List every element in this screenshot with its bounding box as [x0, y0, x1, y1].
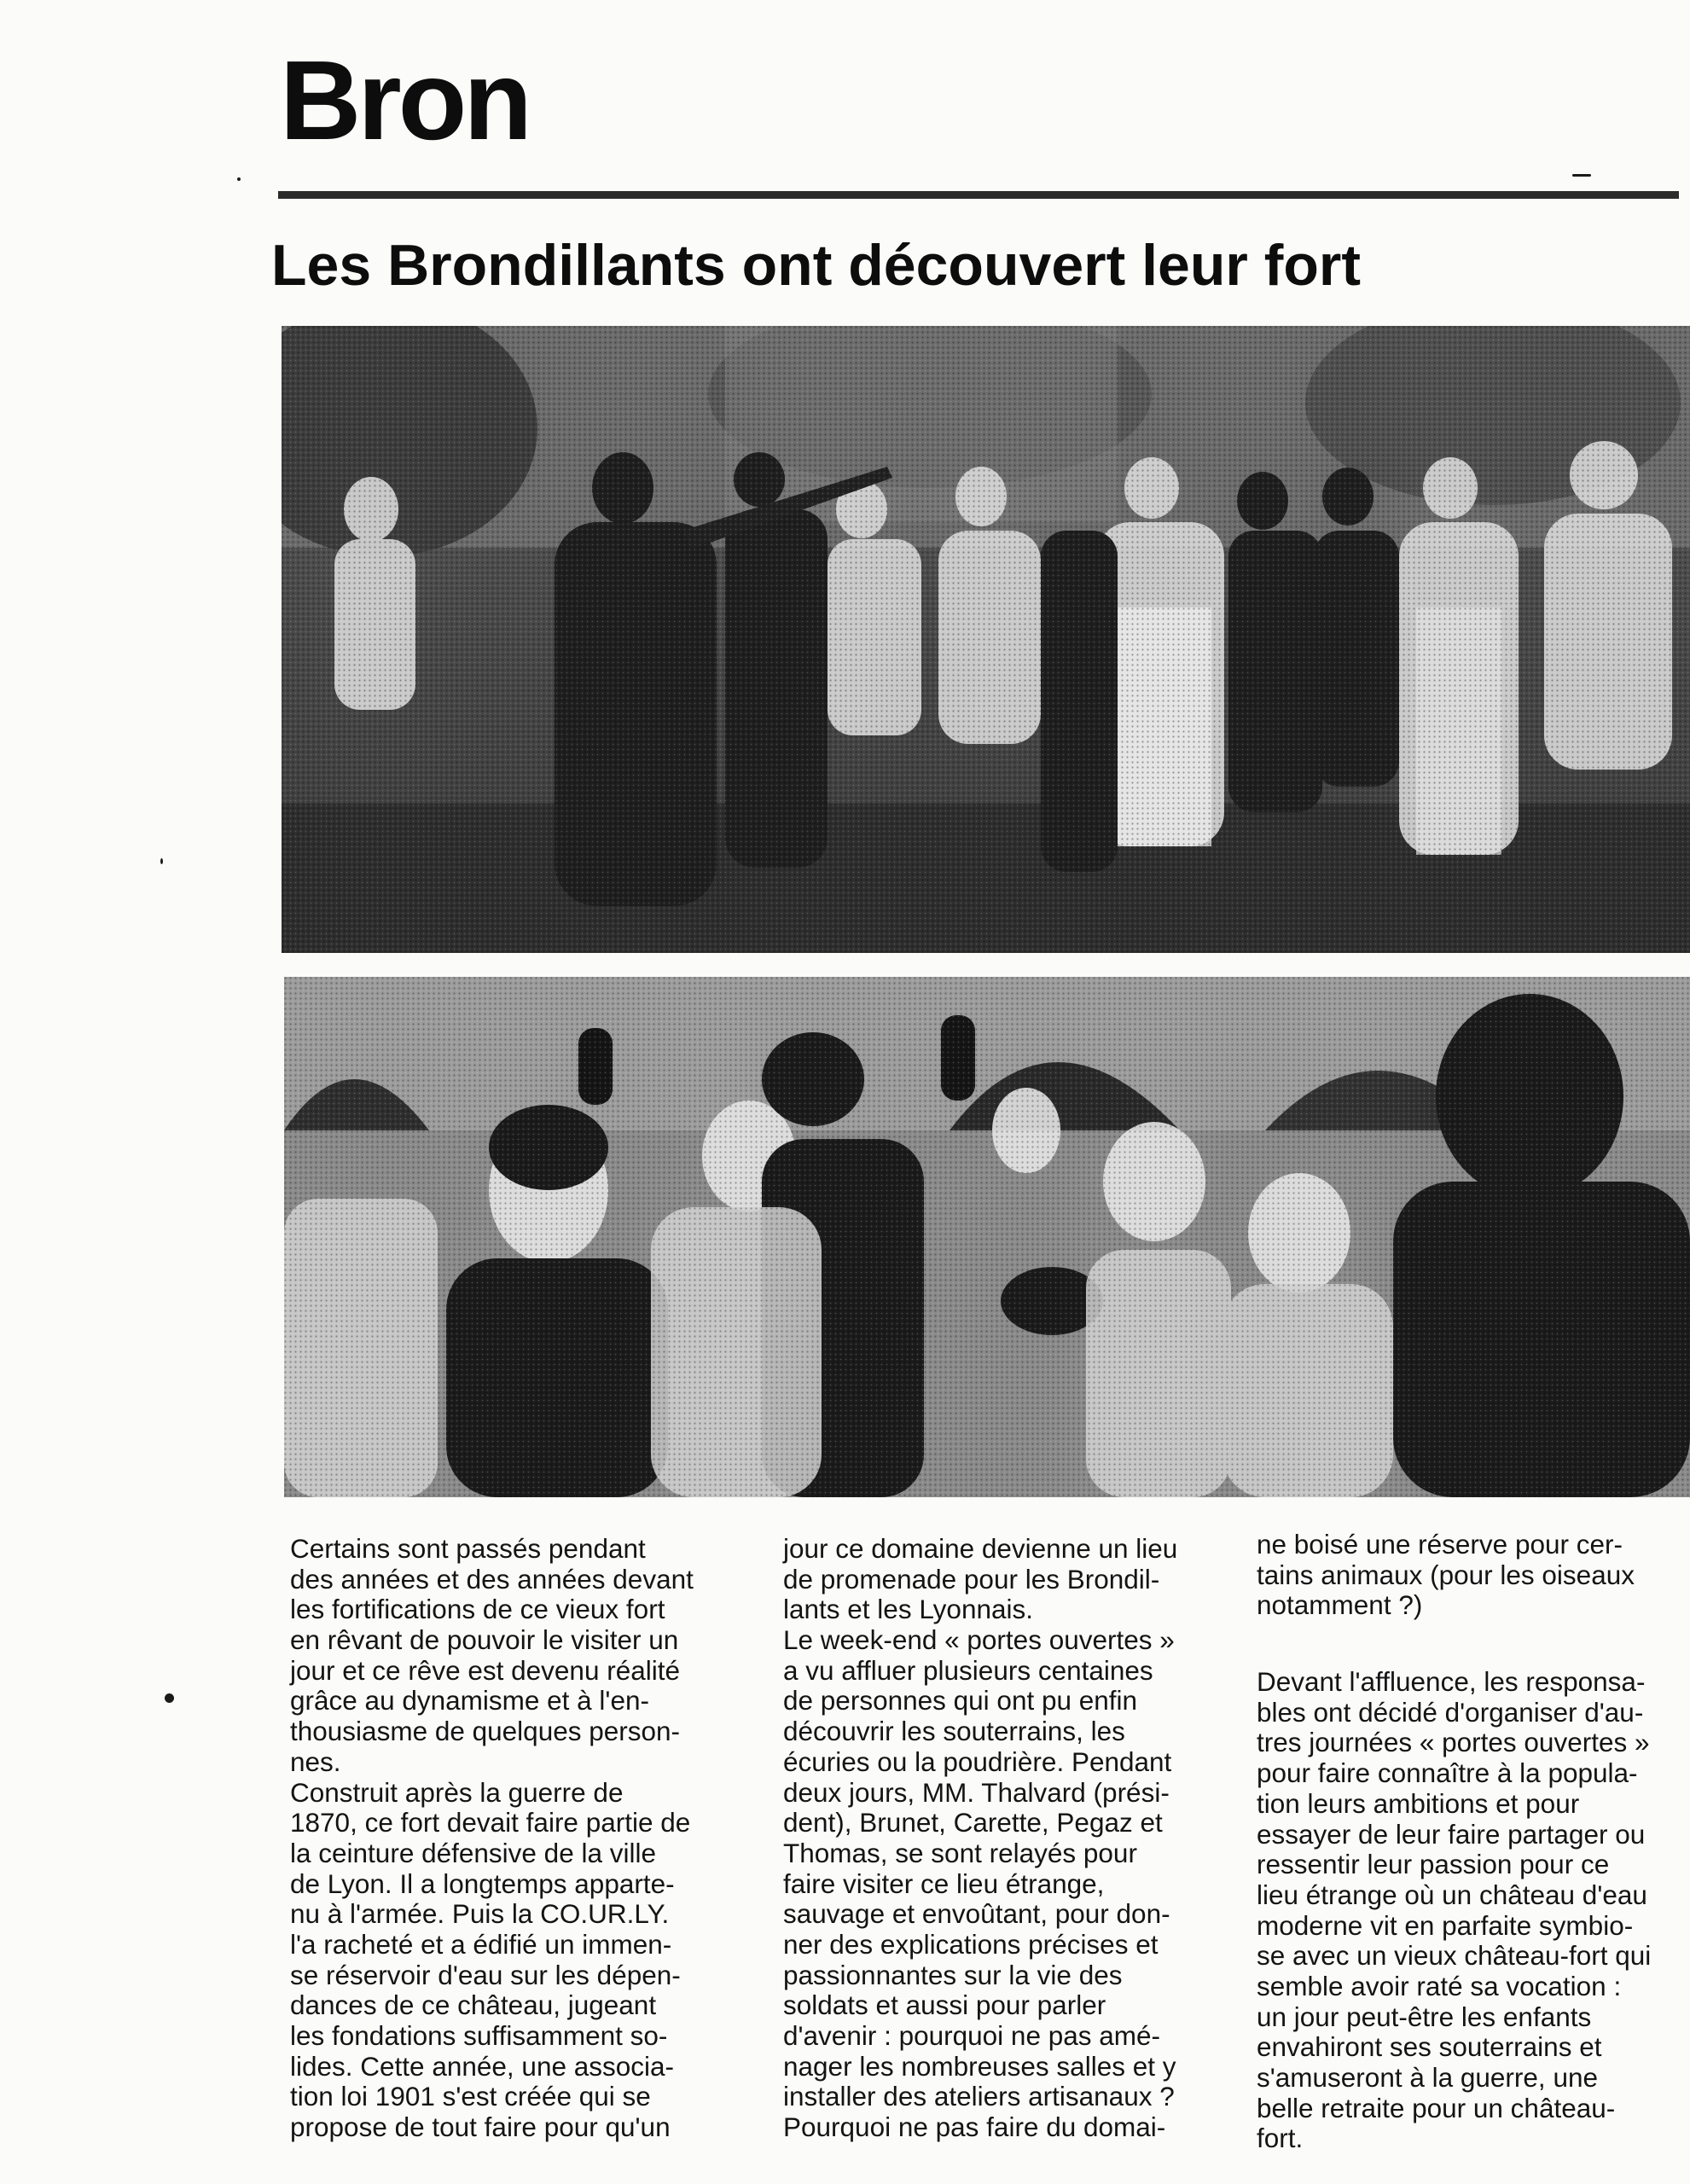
text-line: tres journées « portes ouvertes »: [1257, 1727, 1650, 1758]
section-title: Bron: [280, 38, 529, 163]
text-line: ner des explications précises et: [783, 1928, 1159, 1960]
text-line: tion loi 1901 s'est créée qui se: [290, 2081, 651, 2112]
text-line: passionnantes sur la vie des: [783, 1959, 1123, 1990]
scan-speck: [1572, 174, 1591, 177]
text-line: jour ce domaine devienne un lieu: [783, 1533, 1178, 1564]
text-line: 1870, ce fort devait faire partie de: [290, 1807, 691, 1838]
text-line: nu à l'armée. Puis la CO.UR.LY.: [290, 1898, 670, 1930]
text-line: notamment ?): [1257, 1589, 1423, 1621]
photo-crowd-close-up-image: [284, 977, 1690, 1497]
text-line: des années et des années devant: [290, 1563, 694, 1594]
text-line: pour faire connaître à la popula-: [1257, 1757, 1638, 1789]
text-line: la ceinture défensive de la ville: [290, 1837, 657, 1868]
text-line: fort.: [1257, 2123, 1304, 2154]
text-line: s'amuseront à la guerre, une: [1257, 2062, 1598, 2093]
text-line: sauvage et envoûtant, pour don-: [783, 1898, 1170, 1930]
text-line: se avec un vieux château-fort qui: [1257, 1940, 1652, 1972]
text-line: dances de ce château, jugeant: [290, 1989, 657, 2021]
text-line: Thomas, se sont relayés pour: [783, 1837, 1137, 1868]
text-line: en rêvant de pouvoir le visiter un: [290, 1624, 679, 1656]
text-line: nes.: [290, 1745, 341, 1777]
text-line: deux jours, MM. Thalvard (prési-: [783, 1776, 1170, 1808]
text-line: grâce au dynamisme et à l'en-: [290, 1685, 649, 1716]
photo-crowd-outdoors-image: [282, 326, 1690, 953]
text-line: moderne vit en parfaite symbio-: [1257, 1909, 1634, 1941]
text-line: thousiasme de quelques person-: [290, 1716, 681, 1747]
text-line: belle retraite pour un château-: [1257, 2092, 1616, 2123]
photo-crowd-outdoors: [282, 326, 1690, 953]
text-line: découvrir les souterrains, les: [783, 1716, 1125, 1747]
text-line: tion leurs ambitions et pour: [1257, 1787, 1580, 1819]
article-headline: Les Brondillants ont découvert leur fort: [271, 233, 1362, 298]
text-line: soldats et aussi pour parler: [783, 1989, 1106, 2021]
text-line: les fondations suffisamment so-: [290, 2020, 668, 2051]
scan-speck: [237, 177, 241, 181]
text-line: lieu étrange où un château d'eau: [1257, 1879, 1647, 1910]
text-line: d'avenir : pourquoi ne pas amé-: [783, 2020, 1161, 2051]
text-line: dent), Brunet, Carette, Pegaz et: [783, 1807, 1163, 1838]
text-line: de Lyon. Il a longtemps apparte-: [290, 1867, 675, 1899]
text-line: Construit après la guerre de: [290, 1776, 624, 1808]
text-line: tains animaux (pour les oiseaux: [1257, 1559, 1635, 1590]
text-line: lants et les Lyonnais.: [783, 1594, 1034, 1625]
text-line: écuries ou la poudrière. Pendant: [783, 1745, 1172, 1777]
text-line: l'a racheté et a édifié un immen-: [290, 1928, 672, 1960]
text-line: de promenade pour les Brondil-: [783, 1563, 1160, 1594]
text-line: Le week-end « portes ouvertes »: [783, 1624, 1175, 1656]
text-line: Pourquoi ne pas faire du domai-: [783, 2111, 1166, 2143]
text-line: semble avoir raté sa vocation :: [1257, 1970, 1622, 2001]
text-line: lides. Cette année, une associa-: [290, 2050, 675, 2082]
text-line: Certains sont passés pendant: [290, 1533, 646, 1564]
text-line: jour et ce rêve est devenu réalité: [290, 1654, 681, 1686]
text-line: un jour peut-être les enfants: [1257, 2001, 1592, 2032]
text-line: faire visiter ce lieu étrange,: [783, 1867, 1105, 1899]
scan-speck: [165, 1693, 174, 1703]
photo-crowd-close-up: [284, 977, 1690, 1497]
text-line: essayer de leur faire partager ou: [1257, 1818, 1646, 1850]
article-column-1: [290, 1534, 694, 2143]
text-line: propose de tout faire pour qu'un: [290, 2111, 671, 2143]
text-line: bles ont décidé d'organiser d'au-: [1257, 1696, 1644, 1728]
text-line: se réservoir d'eau sur les dépen-: [290, 1959, 681, 1990]
text-line: envahiront ses souterrains et: [1257, 2031, 1602, 2063]
header-rule: [278, 191, 1679, 199]
text-line: a vu affluer plusieurs centaines: [783, 1654, 1153, 1686]
text-line: nager les nombreuses salles et y: [783, 2050, 1176, 2082]
article-column-3: [1257, 1530, 1651, 2154]
text-line: de personnes qui ont pu enfin: [783, 1685, 1138, 1716]
text-line: installer des ateliers artisanaux ?: [783, 2081, 1175, 2112]
scan-speck: [160, 858, 163, 864]
text-line: les fortifications de ce vieux fort: [290, 1594, 665, 1625]
article-column-2: [783, 1534, 1177, 2143]
text-line: ressentir leur passion pour ce: [1257, 1849, 1610, 1880]
text-line: Devant l'affluence, les responsa-: [1257, 1666, 1646, 1698]
text-line: ne boisé une réserve pour cer-: [1257, 1529, 1623, 1560]
paragraph-gap: [1257, 1621, 1651, 1667]
